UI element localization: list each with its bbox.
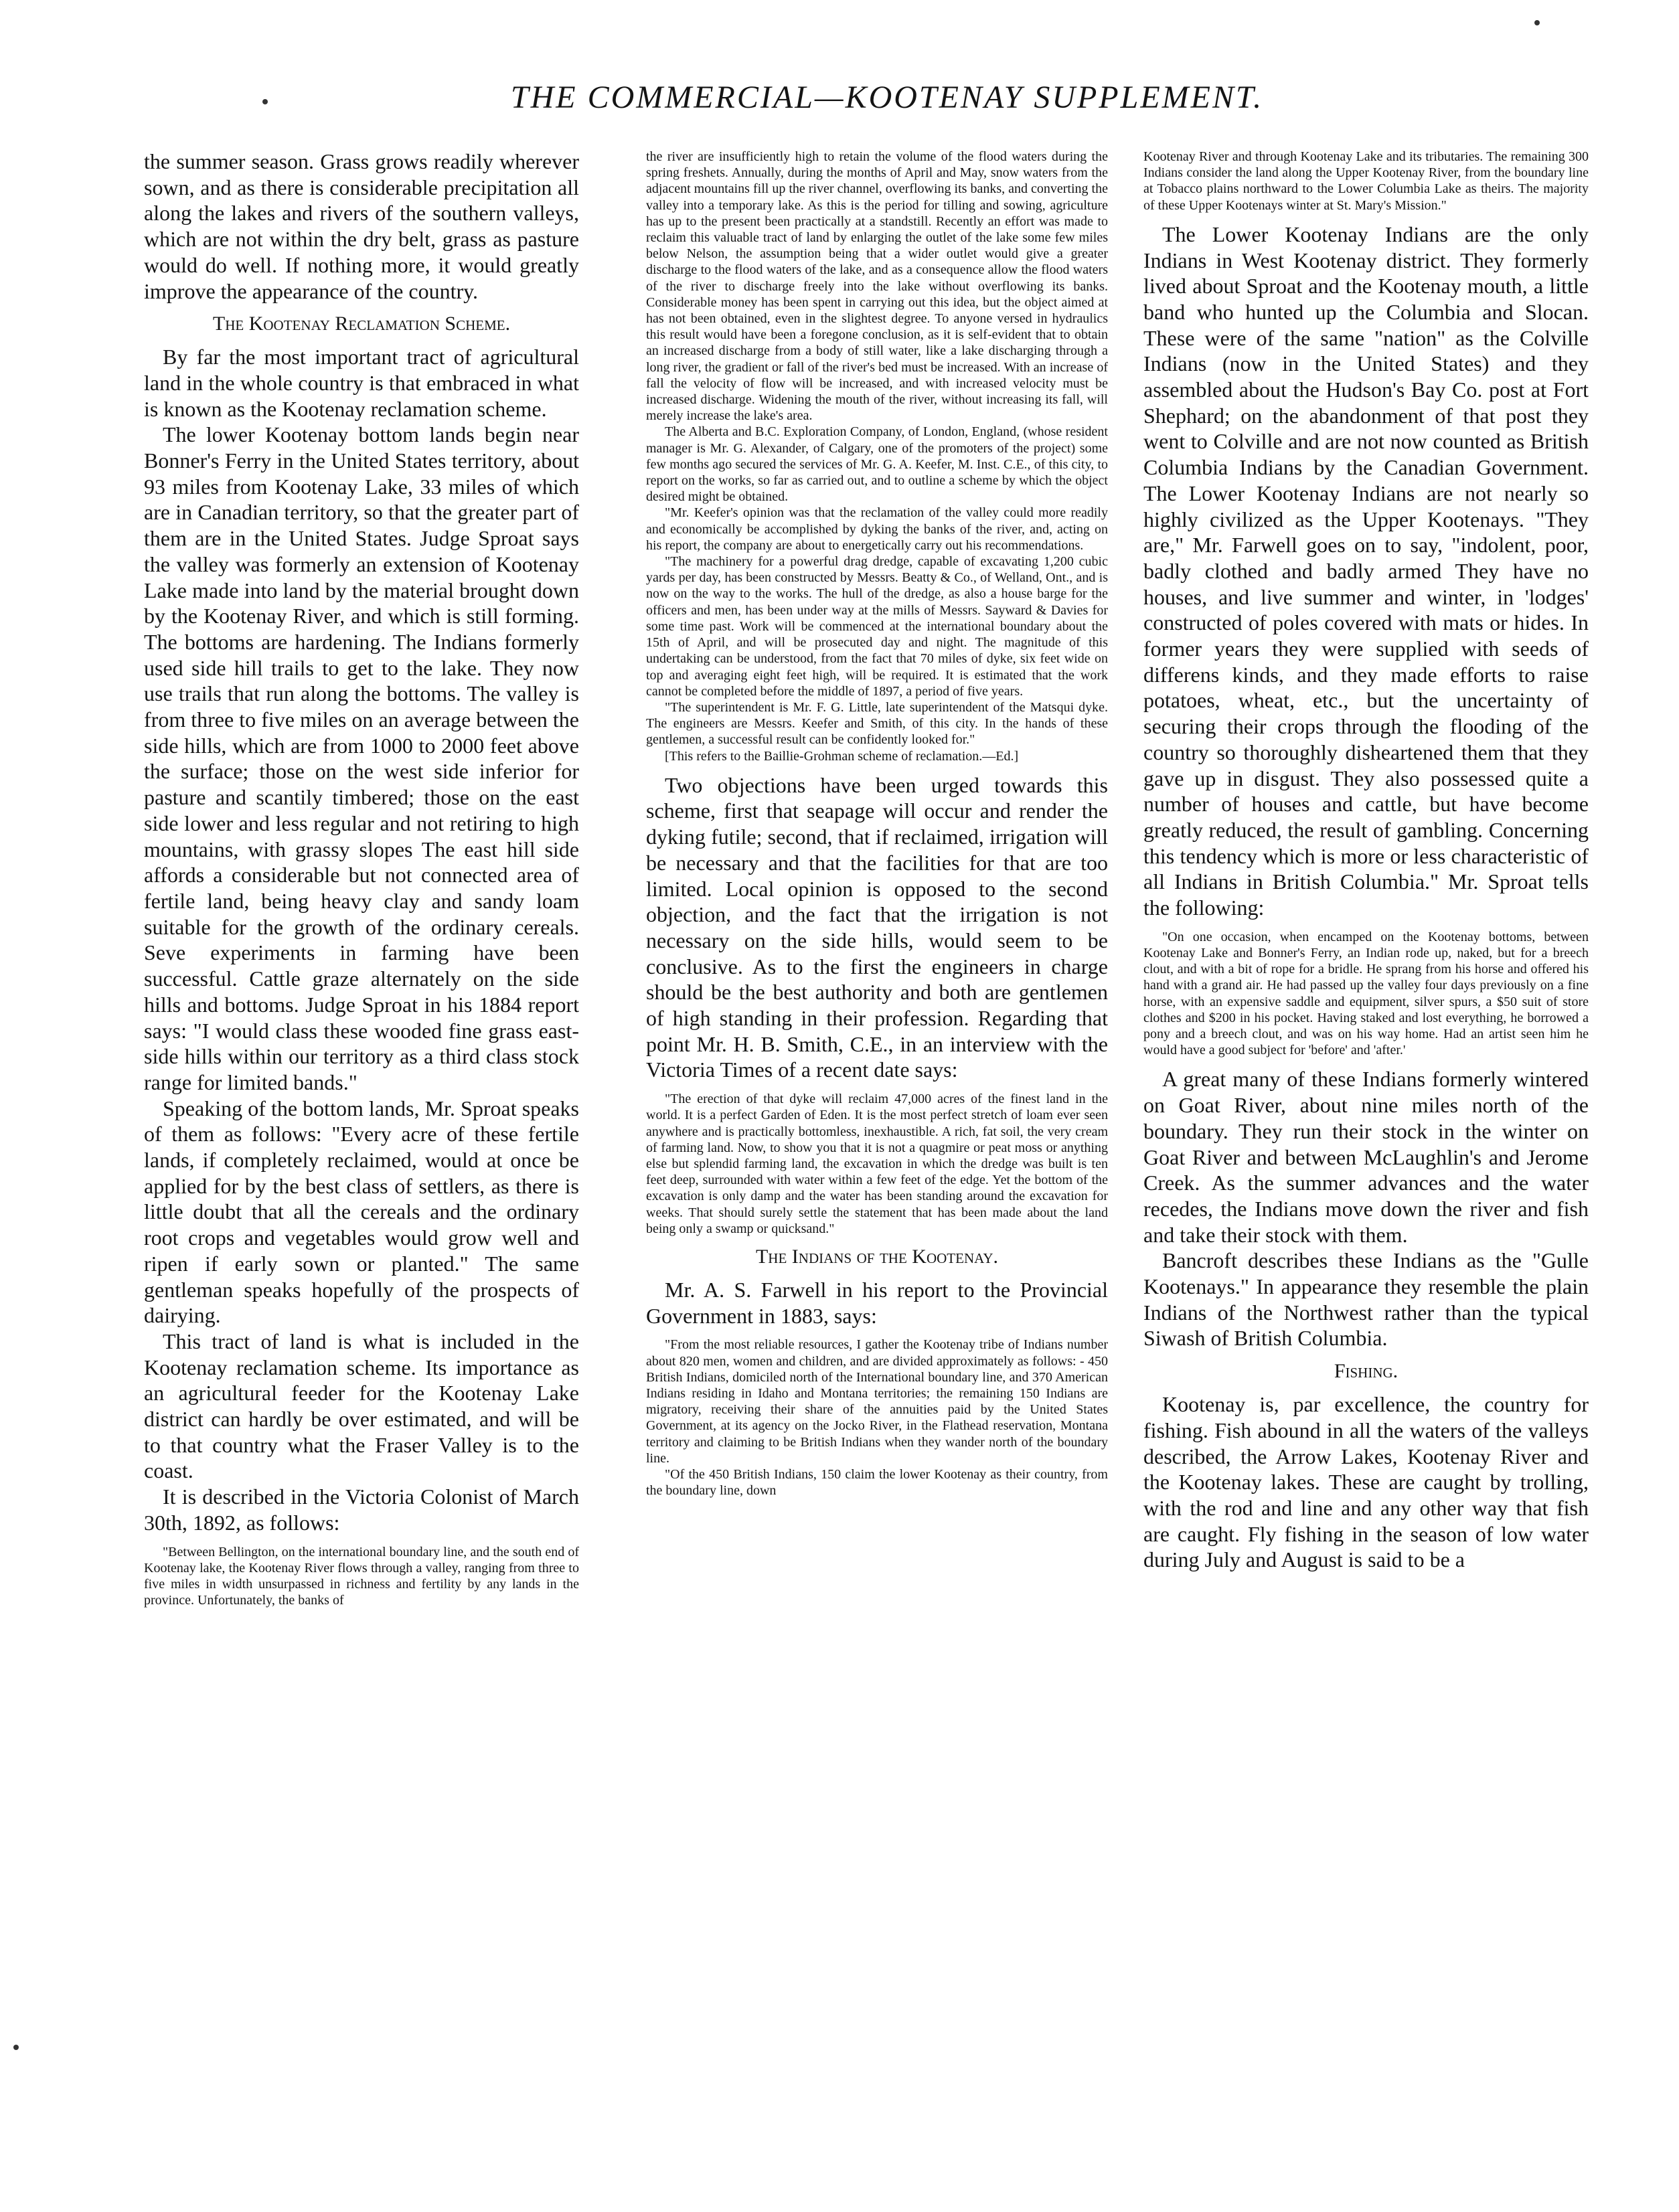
paragraph: Speaking of the bottom lands, Mr. Sproat speaks of them as follows: "Every acre of these fertile lands, if completely reclaimed, would at once be applied for by the best class of settlers, as there is little doubt that all the cereals and the ordinary root crops and vegetables would grow well and ripen if early sown or planted." The same gentleman speaks hopefully of the prospects of dairying.: [144, 1096, 579, 1328]
column-1: [144, 149, 579, 1608]
section-heading: The Indians of the Kootenay.: [755, 1245, 999, 1268]
paragraph: It is described in the Victoria Colonist of March 30th, 1892, as follows:: [144, 1484, 579, 1535]
paragraph: the summer season. Grass grows readily wherever sown, and as there is considerable precipitation all along the lakes and rivers of the southern valleys, which are not within the dry belt, grass as pasture would do well. If nothing more, it would greatly improve the appearance of the country.: [144, 149, 579, 303]
column-3: [1143, 149, 1589, 1573]
paragraph: A great many of these Indians formerly wintered on Goat River, about nine miles north of the boundary. They run their stock in the winter on Goat River and between McLaughlin's and Jerome Creek. As the summer advances and the water recedes, the Indians move down the river and fish and take their stock with them.: [1143, 1067, 1589, 1247]
section-heading: Fishing.: [1334, 1360, 1398, 1383]
paragraph: Mr. A. S. Farwell in his report to the Provincial Government in 1883, says:: [646, 1277, 1108, 1328]
quoted-text: "The superintendent is Mr. F. G. Little, late superintendent of the Matsqui dyke. The engineers are Messrs. Keefer and Smith, of this city. In the hands of these gentlemen, a successful result can be confidently looked for.": [646, 699, 1108, 748]
page-speck: [1534, 20, 1540, 25]
quoted-text: "Of the 450 British Indians, 150 claim the lower Kootenay as their country, from the boundary line, down: [646, 1467, 1108, 1499]
paragraph: Two objections have been urged towards this scheme, first that seapage will occur and render the dyking futile; second, that if reclaimed, irrigation will be necessary and that the facilities for that are too limited. Local opinion is opposed to the second objection, and the fact that the irrigation is not necessary on the side hills, would seem to be conclusive. As to the first the engineers in charge should be the best authority and both are gentlemen of high standing in their profession. Regarding that point Mr. H. B. Smith, C.E., in an interview with the Victoria Times of a recent date says:: [646, 772, 1108, 1082]
quoted-text: "Between Bellington, on the international boundary line, and the south end of Kootenay lake, the Kootenay River flows through a valley, ranging from three to five miles in width unsurpassed in richness and fertility by any lands in the province. Unfortunately, the banks of: [144, 1544, 579, 1608]
paragraph: By far the most important tract of agricultural land in the whole country is that embraced in what is known as the Kootenay reclamation scheme.: [144, 345, 579, 421]
section-heading: The Kootenay Reclamation Scheme.: [212, 313, 511, 335]
quoted-text: "The erection of that dyke will reclaim 47,000 acres of the finest land in the world. It is a perfect Garden of Eden. It is the most perfect stretch of loam ever seen anywhere and is practically bottomless, inexhaustible. A rich, fat soil, the very cream of farming land. Now, to show you that it is not a quagmire or peat moss or anything else but splendid farming land, the excavation in which the dredge was built is ten feet deep, surrounded with water within a few feet of the edge. Yet the bottom of the excavation is only damp and the water has been standing around the excavation for weeks. That should surely settle the statement that has been made about the land being only a swamp or quicksand.": [646, 1092, 1108, 1236]
quoted-text: "The machinery for a powerful drag dredge, capable of excavating 1,200 cubic yards per day, has been constructed by Messrs. Beatty & Co., of Welland, Ont., and is now on the way to the works. The hull of the dredge, as also a house barge for the officers and men, has been under way at the mills of Messrs. Sayward & Davies for some time past. Work will be commenced at the international boundary about the 15th of April, and will be prosecuted day and night. The magnitude of this undertaking can be understood, from the fact that 70 miles of dyke, six feet wide on top and averaging eight feet high, will be required. It is estimated that the work cannot be completed before the middle of 1897, a period of five years.: [646, 554, 1108, 699]
quoted-text: "From the most reliable resources, I gather the Kootenay tribe of Indians number about 820 men, women and children, and are divided approximately as follows: - 450 British Indians, domiciled north of the International boundary line, and 370 American Indians residing in Idaho and Montana territories; the remaining 150 Indians are migratory, receiving their share of the annuities paid by the United States Government, at its agency on the Jocko River, in the Flathead reservation, Montana territory and claiming to be British Indians when they wander north of the boundary line.: [646, 1337, 1108, 1466]
paragraph: Bancroft describes these Indians as the "Gulle Kootenays." In appearance they resemble the plain Indians of the Northwest rather than the typical Siwash of British Columbia.: [1143, 1248, 1589, 1351]
page-speck: [262, 99, 268, 104]
paragraph: This tract of land is what is included in the Kootenay reclamation scheme. Its importance as an agricultural feeder for the Kootenay Lake district can hardly be over estimated, and will be to that country what the Fraser Valley is to the coast.: [144, 1329, 579, 1483]
page-speck: [13, 2045, 19, 2050]
quoted-text: The Alberta and B.C. Exploration Company, of London, England, (whose resident manager is Mr. G. Alexander, of Calgary, one of the promoters of the project) some few months ago secured the services of Mr. G. A. Keefer, M. Inst. C.E., of this city, to report on the works, so far as carried out, and to outline a scheme by which the object desired might be obtained.: [646, 424, 1108, 505]
quoted-text: "On one occasion, when encamped on the Kootenay bottoms, between Kootenay Lake and Bonner's Ferry, an Indian rode up, naked, but for a breech clout, and with a bit of rope for a bridle. He sprang from his horse and offered his hand with a grand air. He had passed up the valley four days previously on a fine horse, with an expensive saddle and equipment, silver spurs, a $50 suit of store clothes and $200 in his pocket. Having staked and lost everything, he borrowed a pony and a breech clout, and was on his way home. Had an artist seen him he would have a good subject for 'before' and 'after.': [1143, 929, 1589, 1058]
editor-note: [This refers to the Baillie-Grohman scheme of reclamation.—Ed.]: [665, 748, 1019, 764]
paragraph: The Lower Kootenay Indians are the only Indians in West Kootenay district. They formerly lived about Sproat and the Kootenay mouth, a little band who hunted up the Columbia and Slocan. These were of the same "nation" as the Colville Indians (now in the United States) and they assembled about the Hudson's Bay Co. post at Fort Shephard; on the abandonment of that post they went to Colville and are not now counted as British Columbia Indians by the Canadian Government. The Lower Kootenay Indians are not nearly so highly civilized as the Upper Kootenays. "They are," Mr. Farwell goes on to say, "indolent, poor, badly clothed and badly armed They have no houses, and live summer and winter, in 'lodges' constructed of poles covered with mats or hides. In former years they were supplied with seeds of differens kinds, and they made efforts to raise potatoes, wheat, etc., but the uncertainty of securing their crops through the flooding of the country so thoroughly disheartened them that they gave up in disgust. They also possessed quite a number of houses and cattle, but have become greatly reduced, the result of gambling. Concerning this tendency which is more or less characteristic of all Indians in British Columbia." Mr. Sproat tells the following:: [1143, 222, 1589, 920]
paragraph: Kootenay is, par excellence, the country for fishing. Fish abound in all the waters of the valleys described, the Arrow Lakes, Kootenay River and the Kootenay lakes. These are caught by trolling, with the rod and line and any other way that fish are caught. Fly fishing in the season of low water during July and August is said to be a: [1143, 1392, 1589, 1572]
quoted-text: the river are insufficiently high to retain the volume of the flood waters during the spring freshets. Annually, during the months of April and May, snow waters from the adjacent mountains fill up the river channel, overflowing its banks, and converting the valley into a temporary lake. As this is the period for tilling and sowing, agriculture has up to the present been practically at a standstill. Recently an effort was made to reclaim this valuable tract of land by enlarging the outlet of the lake some few miles below Nelson, the assumption being that a wider outlet would give a greater discharge to the flood waters of the lake, and as a consequence allow the flood waters of the river to discharge freely into the lake without overflowing its banks. Considerable money has been spent in carrying out this idea, but the object aimed at has not been obtained, even in the slightest degree. To anyone versed in hydraulics this result would have been a foregone conclusion, as it is self-evident that to obtain an increased discharge from a body of still water, like a lake discharging through a long river, the gradient or fall of the river's bed must be increased. With an increase of fall the velocity of flow will be increased, and with increased velocity must be increased discharge. Widening the mouth of the river, without increasing its fall, will merely increase the lake's area.: [646, 149, 1108, 424]
quoted-text: Kootenay River and through Kootenay Lake and its tributaries. The remaining 300 Indians consider the land along the Upper Kootenay River, from the boundary line at Tobacco plains northward to the Lower Columbia Lake as theirs. The majority of these Upper Kootenays winter at St. Mary's Mission.": [1143, 149, 1589, 213]
paragraph: The lower Kootenay bottom lands begin near Bonner's Ferry in the United States territory, about 93 miles from Kootenay Lake, 33 miles of which are in Canadian territory, so that the greater part of them are in the United States. Judge Sproat says the valley was formerly an extension of Kootenay Lake made into land by the material brought down by the Kootenay River, and which is still forming. The bottoms are hardening. The Indians formerly used side hill trails to get to the lake. They now use trails that run along the bottoms. The valley is from three to five miles on an average between the side hills, which are from 1000 to 2000 feet above the surface; those on the west side inferior for pasture and scantily timbered; those on the east side lower and less regular and not retiring to high mountains, with grassy slopes The east hill side affords a considerable but not connected area of fertile land, being heavy clay and sandy loam suitable for the growth of the ordinary cereals. Seve experiments in farming have been successful. Cattle graze alternately on the side hills and bottoms. Judge Sproat in his 1884 report says: "I would class these wooded fine grass east-side hills within our territory as a third class stock range for limited bands.": [144, 422, 579, 1094]
column-2: [646, 149, 1108, 1499]
quoted-text: "Mr. Keefer's opinion was that the reclamation of the valley could more readily and economically be accomplished by dyking the banks of the river, and, acting on his report, the company are about to energetically carry out his recommendations.: [646, 505, 1108, 553]
running-head: THE COMMERCIAL—KOOTENAY SUPPLEMENT.: [510, 80, 1264, 115]
